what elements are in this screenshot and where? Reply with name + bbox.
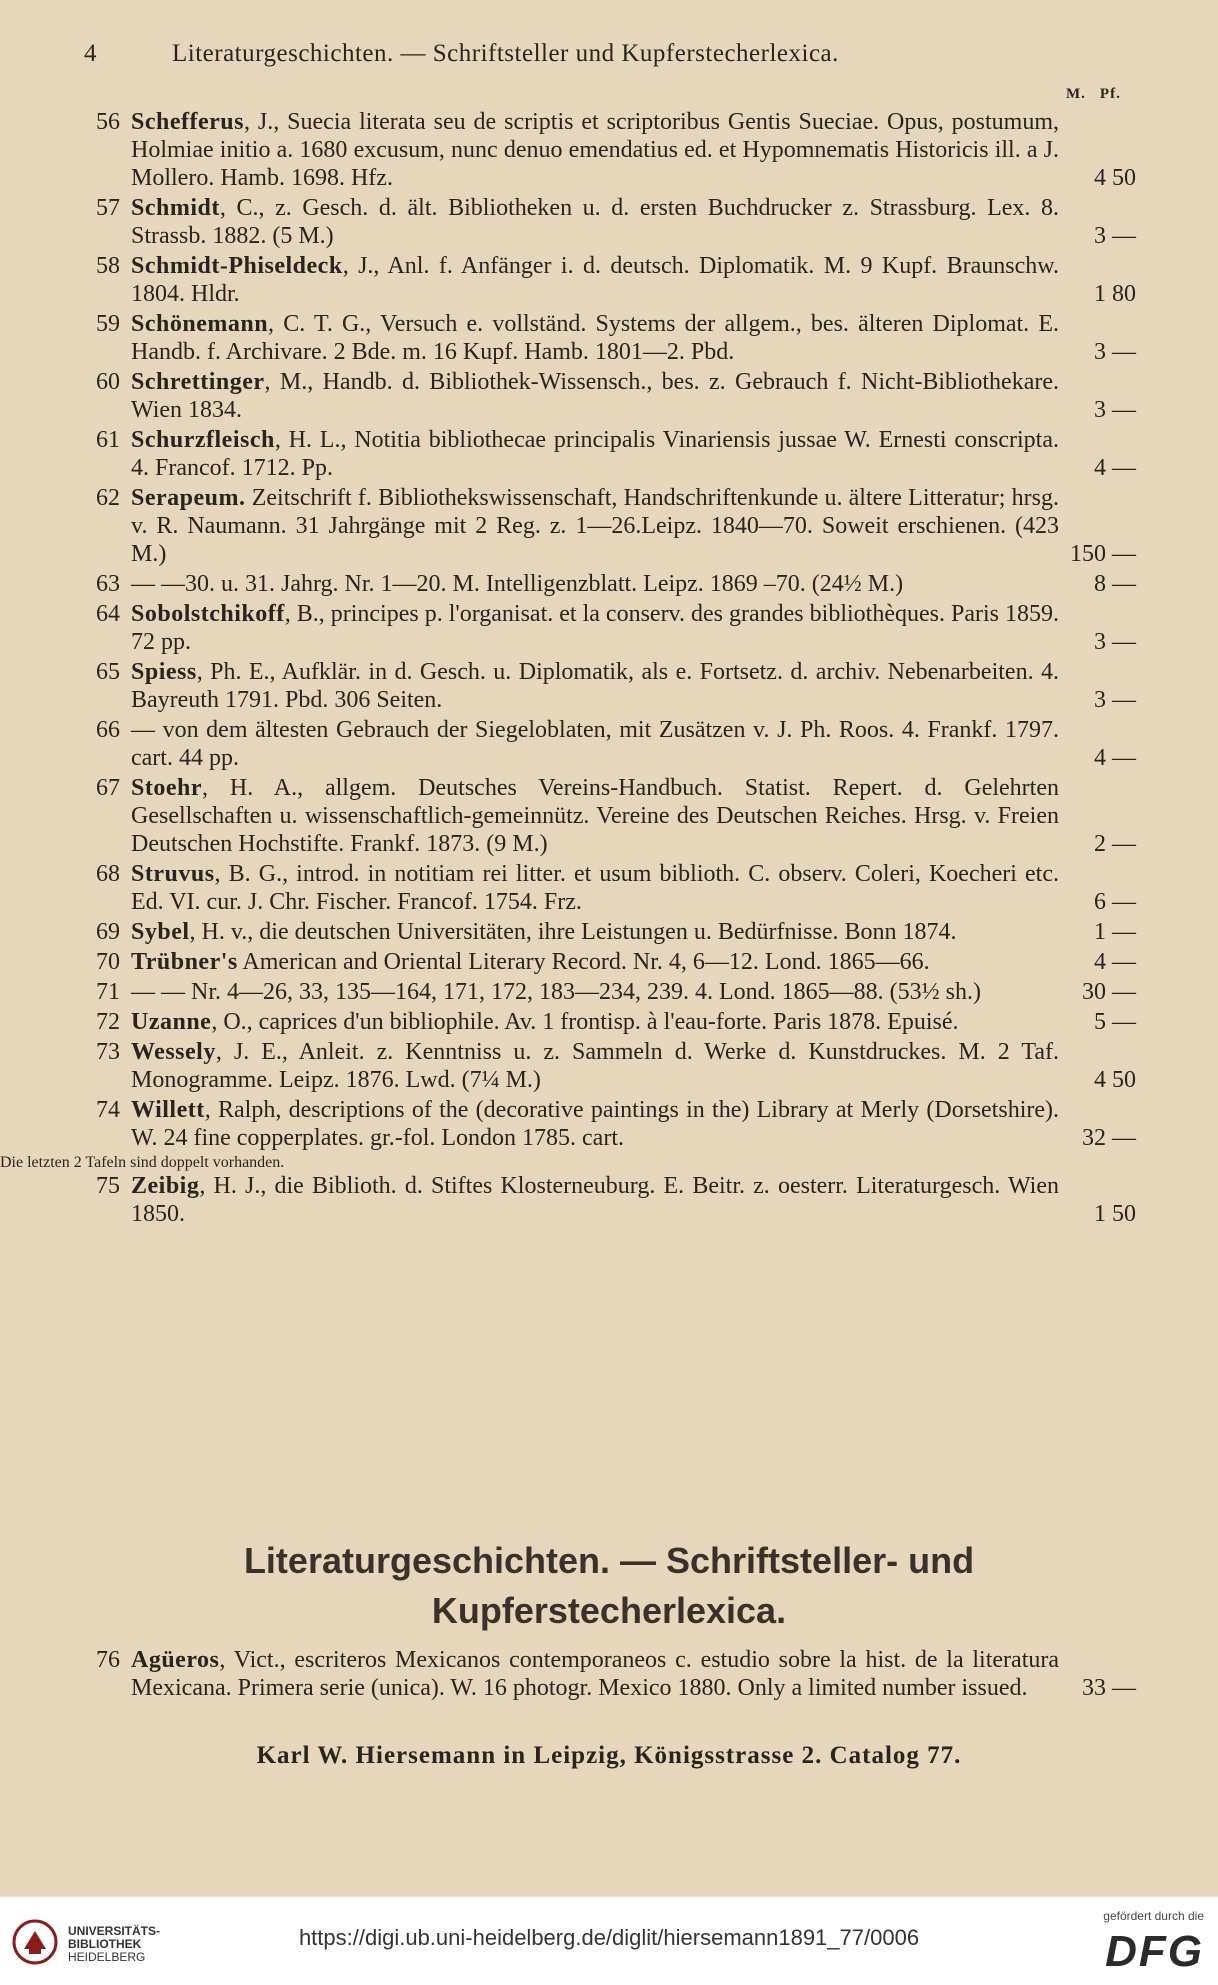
entry-text [131, 978, 1059, 1006]
section-title-line1: Literaturgeschichten. — Schriftsteller- und [243, 1540, 975, 1581]
entry-number: 68 [96, 861, 120, 887]
entry-number: 64 [96, 601, 120, 627]
entry-description: , O., caprices d'un bibliophile. Av. 1 frontisp. à l'eau-forte. Paris 1878. Epuisé. [211, 1009, 959, 1035]
entry-number: 63 [96, 571, 120, 597]
entry-price: 3 — [1094, 687, 1136, 713]
entry-price: 6 — [1094, 889, 1136, 915]
entry-author: Spiess [131, 659, 197, 685]
entry-text [131, 716, 1059, 772]
entry-number: 62 [96, 485, 120, 511]
entry-description: , J., Suecia literata seu de scriptis et scriptoribus Gentis Sueciae. Opus, postumum, Holmiae initio a. 1680 excusum, nunc denuo emendatius ed. et Hypomnematis Historicis ill. a J. Mollero. Hamb. 1698. Hfz. [131, 109, 1059, 191]
entry-description: , C. T. G., Versuch e. vollständ. Systems der allgem., bes. älteren Diplomat. E. Handb. f. Archivare. 2 Bde. m. 16 Kupf. Hamb. 1801—2. Pbd. [131, 311, 1059, 365]
entry-price: 3 — [1094, 223, 1136, 249]
entry-text [131, 918, 1059, 946]
col-mark: M. [1066, 86, 1086, 102]
catalog-entry [0, 252, 1218, 308]
entry-note: Die letzten 2 Tafeln sind doppelt vorhanden. [0, 1154, 285, 1171]
entry-number: 66 [96, 717, 120, 743]
catalog-entry [0, 918, 1218, 946]
page-number: 4 [84, 40, 97, 67]
entry-price: 1 — [1094, 919, 1136, 945]
catalog-entry [0, 1038, 1218, 1094]
entry-text [131, 1646, 1059, 1702]
entry-price: 4 — [1094, 949, 1136, 975]
entry-price: 150 — [1070, 541, 1136, 567]
entry-number: 71 [96, 979, 120, 1005]
entry-number: 70 [96, 949, 120, 975]
entry-price: 32 — [1082, 1125, 1136, 1151]
entry-text [131, 426, 1059, 482]
catalog-entry [0, 108, 1218, 192]
entry-author: Uzanne [131, 1009, 212, 1035]
catalog-entry [0, 194, 1218, 250]
entry-author: Serapeum. [131, 485, 246, 511]
entry-description: , H. A., allgem. Deutsches Vereins-Handbuch. Statist. Repert. d. Gelehrten Gesellschaften u. wissenschaftlich-gemeinnütz. Vereine des Deutschen Reiches. Hrsg. v. Freien Deutschen Hochstifte. Frankf. 1873. (9 M.) [131, 775, 1059, 857]
entry-text [131, 600, 1059, 656]
entry-number: 61 [96, 427, 120, 453]
catalog-entry [0, 1008, 1218, 1036]
entry-description: — von dem ältesten Gebrauch der Siegeloblaten, mit Zusätzen v. J. Ph. Roos. 4. Frankf. 1797. cart. 44 pp. [131, 717, 1059, 771]
entry-description: — —30. u. 31. Jahrg. Nr. 1—20. M. Intelligenzblatt. Leipz. 1869 –70. (24½ M.) [131, 571, 904, 597]
entry-author: Schmidt [131, 195, 220, 221]
entry-description: , J., Anl. f. Anfänger i. d. deutsch. Diplomatik. M. 9 Kupf. Braunschw. 1804. Hldr. [131, 253, 1059, 307]
catalog-entry [0, 368, 1218, 424]
running-title: Literaturgeschichten. — Schriftsteller und Kupferstecherlexica. [172, 40, 839, 67]
catalog-entry [0, 948, 1218, 976]
entry-description: Zeitschrift f. Bibliothekswissenschaft, Handschriftenkunde u. ältere Litteratur; hrsg. v. R. Naumann. 31 Jahrgänge mit 2 Reg. z. 1—26.Leipz. 1840—70. Soweit erschienen. (423 M.) [131, 485, 1059, 567]
entry-description: , M., Handb. d. Bibliothek-Wissensch., bes. z. Gebrauch f. Nicht-Bibliothekare. Wien 1834. [131, 369, 1059, 423]
entry-description: , Ph. E., Aufklär. in d. Gesch. u. Diplomatik, als e. Fortsetz. d. archiv. Nebenarbeiten. 4. Bayreuth 1791. Pbd. 306 Seiten. [131, 659, 1059, 713]
catalog-entries [0, 108, 1218, 1230]
entry-text [131, 484, 1059, 568]
catalog-entry [0, 484, 1218, 568]
entry-text [131, 368, 1059, 424]
col-pfennig: Pf. [1099, 86, 1121, 102]
entry-text [131, 194, 1059, 250]
entry-text [131, 658, 1059, 714]
entry-description: American and Oriental Literary Record. Nr. 4, 6—12. Lond. 1865—66. [237, 949, 930, 975]
entry-price: 3 — [1094, 397, 1136, 423]
entry-author: Schurzfleisch [131, 427, 275, 453]
entry-description: , H. L., Notitia bibliothecae principalis Vinariensis jussae W. Ernesti conscripta. 4. Francof. 1712. Pp. [131, 427, 1059, 481]
entry-number: 69 [96, 919, 120, 945]
entry-text [131, 1008, 1059, 1036]
entry-description: , B. G., introd. in notitiam rei litter. et usum biblioth. C. observ. Coleri, Koecheri etc. Ed. VI. cur. J. Chr. Fischer. Francof. 1754. Frz. [131, 861, 1059, 915]
entry-description: , H. J., die Biblioth. d. Stiftes Klosterneuburg. E. Beitr. z. oesterr. Literaturgesch. Wien 1850. [131, 1173, 1059, 1227]
entry-number: 58 [96, 253, 120, 279]
catalog-entry [0, 600, 1218, 656]
catalog-entry [0, 426, 1218, 482]
catalog-entry [0, 310, 1218, 366]
entry-text [131, 310, 1059, 366]
entry-number: 60 [96, 369, 120, 395]
section-title [0, 1536, 1218, 1636]
entry-number: 65 [96, 659, 120, 685]
entry-description: , Vict., escriteros Mexicanos contemporaneos c. estudio sobre la hist. de la literatura Mexicana. Primera serie (unica). W. 16 photogr. Mexico 1880. Only a limited number issued. [131, 1647, 1059, 1701]
entry-price: 4 — [1094, 455, 1136, 481]
entry-price: 1 80 [1094, 281, 1136, 307]
entry-price: 4 50 [1094, 1067, 1136, 1093]
entry-price: 30 — [1082, 979, 1136, 1005]
entry-author: Schönemann [131, 311, 269, 337]
entry-price: 8 — [1094, 571, 1136, 597]
entry-price: 2 — [1094, 831, 1136, 857]
entry-text [131, 1172, 1059, 1228]
viewer-bottom-bar [0, 1896, 1218, 1985]
entry-description: , C., z. Gesch. d. ält. Bibliotheken u. d. ersten Buchdrucker z. Strassburg. Lex. 8. Strassb. 1882. (5 M.) [131, 195, 1059, 249]
entry-author: Sybel [131, 919, 190, 945]
entry-text [131, 252, 1059, 308]
entry-number: 76 [96, 1647, 120, 1673]
entry-text [131, 948, 1059, 976]
entry-price: 4 50 [1094, 165, 1136, 191]
entry-price: 3 — [1094, 629, 1136, 655]
entry-description: — — Nr. 4—26, 33, 135—164, 171, 172, 183—234, 239. 4. Lond. 1865—88. (53½ sh.) [131, 979, 981, 1005]
entry-author: Agüeros [131, 1647, 220, 1673]
catalog-entry [0, 1646, 1218, 1702]
entry-text [131, 1096, 1059, 1152]
dfg-logo-text: DFG [1105, 1927, 1204, 1976]
entry-author: Struvus [131, 861, 215, 887]
entry-number: 67 [96, 775, 120, 801]
catalog-entry [0, 716, 1218, 772]
entry-price: 1 50 [1094, 1201, 1136, 1227]
entry-number: 74 [96, 1097, 120, 1123]
entry-number: 73 [96, 1039, 120, 1065]
entry-text [131, 1038, 1059, 1094]
entry-number: 56 [96, 109, 120, 135]
catalog-entry [0, 978, 1218, 1006]
catalog-entry [0, 570, 1218, 598]
entry-author: Trübner's [131, 949, 238, 975]
entry-description: , H. v., die deutschen Universitäten, ihre Leistungen u. Bedürfnisse. Bonn 1874. [189, 919, 957, 945]
entry-author: Stoehr [131, 775, 202, 801]
dfg-sponsor-logo[interactable] [1078, 1909, 1204, 1979]
entry-author: Schefferus [131, 109, 244, 135]
entry-number: 72 [96, 1009, 120, 1035]
entry-author: Willett [131, 1097, 205, 1123]
library-name: UNIVERSITÄTS- BIBLIOTHEK HEIDELBERG [68, 1924, 161, 1964]
publisher-line: Karl W. Hiersemann in Leipzig, Königsstrasse 2. Catalog 77. [256, 1742, 962, 1769]
catalog-entry [0, 860, 1218, 916]
entry-author: Schrettinger [131, 369, 265, 395]
running-head [84, 40, 1064, 80]
entry-description: , J. E., Anleit. z. Kenntniss u. z. Sammeln d. Werke d. Kunstdruckes. M. 2 Taf. Monogramme. Leipz. 1876. Lwd. (7¼ M.) [131, 1039, 1059, 1093]
entry-number: 75 [96, 1173, 120, 1199]
entry-text [131, 860, 1059, 916]
entry-author: Zeibig [131, 1173, 200, 1199]
catalog-entry [0, 774, 1218, 858]
entry-text [131, 108, 1059, 192]
entry-number: 57 [96, 195, 120, 221]
section-title-line2: Kupferstecherlexica. [431, 1590, 787, 1631]
catalog-entry [0, 1096, 1218, 1152]
entry-price: 3 — [1094, 339, 1136, 365]
entry-description: , Ralph, descriptions of the (decorative paintings in the) Library at Merly (Dorsetshire). W. 24 fine copperplates. gr.-fol. London 1785. cart. [131, 1097, 1059, 1151]
entry-author: Wessely [131, 1039, 216, 1065]
entry-text [131, 774, 1059, 858]
entry-number: 59 [96, 311, 120, 337]
price-column-header [1066, 86, 1135, 103]
entry-price: 33 — [1082, 1675, 1136, 1701]
entry-text [131, 570, 1059, 598]
entry-price: 5 — [1094, 1009, 1136, 1035]
entry-price: 4 — [1094, 745, 1136, 771]
entry-description: , B., principes p. l'organisat. et la conserv. des grandes bibliothèques. Paris 1859. 72 pp. [131, 601, 1059, 655]
entry-author: Schmidt-Phiseldeck [131, 253, 343, 279]
catalog-entry [0, 1172, 1218, 1228]
sponsor-caption: gefördert durch die [1103, 1909, 1204, 1923]
catalog-entries-section2 [0, 1646, 1218, 1704]
catalog-entry [0, 658, 1218, 714]
entry-author: Sobolstchikoff [131, 601, 285, 627]
document-url-link[interactable]: https://digi.ub.uni-heidelberg.de/diglit/hiersemann1891_77/0006 [298, 1925, 920, 1950]
